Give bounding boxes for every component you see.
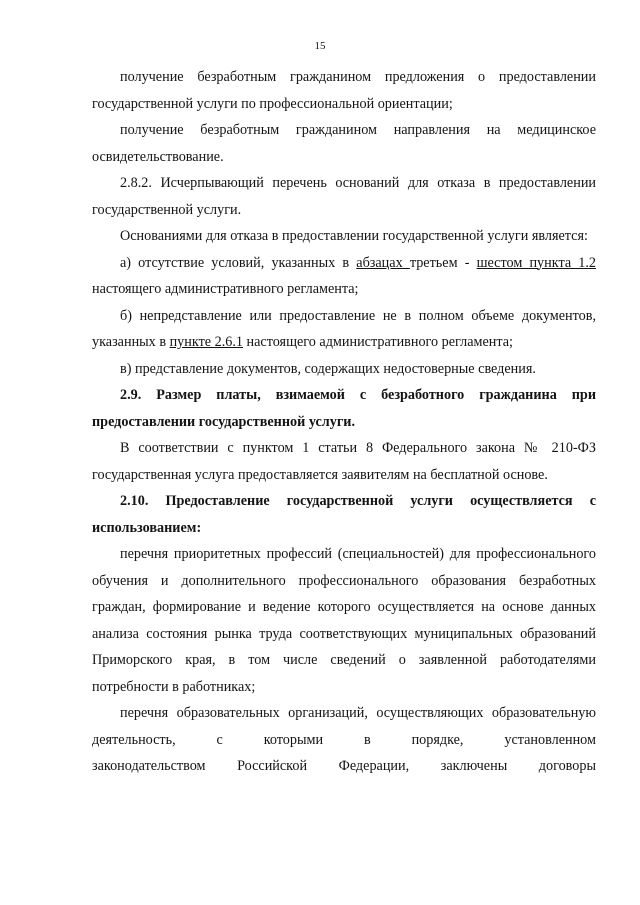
item-b-text-1: б) непредставление или предоставление не в полном объеме документов, указанных в [92,307,596,350]
paragraph-free-of-charge: В соответствии с пунктом 1 статьи 8 Федерального закона № 210-ФЗ государственная услуга предоставляется заявителям на бесплатной основе. [92,440,596,483]
link-abzacah[interactable]: абзацах [356,254,410,271]
section-2-10-heading: 2.10. Предоставление государственной услуги осуществляется с использованием: [92,493,596,536]
item-a-text-3: настоящего административного регламента; [92,281,359,297]
document-body [92,64,596,780]
paragraph-medical-referral: получение безработным гражданином направления на медицинское освидетельствование. [92,122,596,165]
paragraph-item-v: в) представление документов, содержащих недостоверные сведения. [120,360,536,377]
paragraph-2-8-2-heading: 2.8.2. Исчерпывающий перечень оснований для отказа в предоставлении государственной услуги. [92,175,596,218]
page-number: 15 [314,40,326,52]
item-a-text-2: третьем - [409,254,477,271]
item-a-text-1: а) отсутствие условий, указанных в [120,254,357,271]
link-punkte-2-6-1[interactable]: пункте 2.6.1 [169,334,243,350]
item-b-text-2: настоящего административного регламента; [242,334,514,350]
section-2-9-heading: 2.9. Размер платы, взимаемой с безработного гражданина при предоставлении государственной услуги. [92,387,596,430]
paragraph-legislation-line: законодательством Российской Федерации, заключены договоры [92,758,596,774]
paragraph-priority-professions: перечня приоритетных профессий (специальностей) для профессионального обучения и дополнительного профессионального образования безработных граждан, формирование и ведение которого осуществляется на основе данных анализа состояния рынка труда соответствующих муниципальных образований Приморского края, в том числе сведений о заявленной работодателями потребности в работниках; [92,546,596,695]
paragraph-item-a [92,250,596,303]
link-shestom-punkta-1-2[interactable]: шестом пункта 1.2 [476,254,597,271]
paragraph-refusal-grounds: Основаниями для отказа в предоставлении государственной услуги является: [120,228,588,244]
paragraph-educational-organizations: перечня образовательных организаций, осуществляющих образовательную деятельность, с которыми в порядке, установленном [92,705,596,748]
paragraph-offer-orientation: получение безработным гражданином предложения о предоставлении государственной услуги по профессиональной ориентации; [92,69,596,112]
paragraph-item-b [92,303,596,356]
